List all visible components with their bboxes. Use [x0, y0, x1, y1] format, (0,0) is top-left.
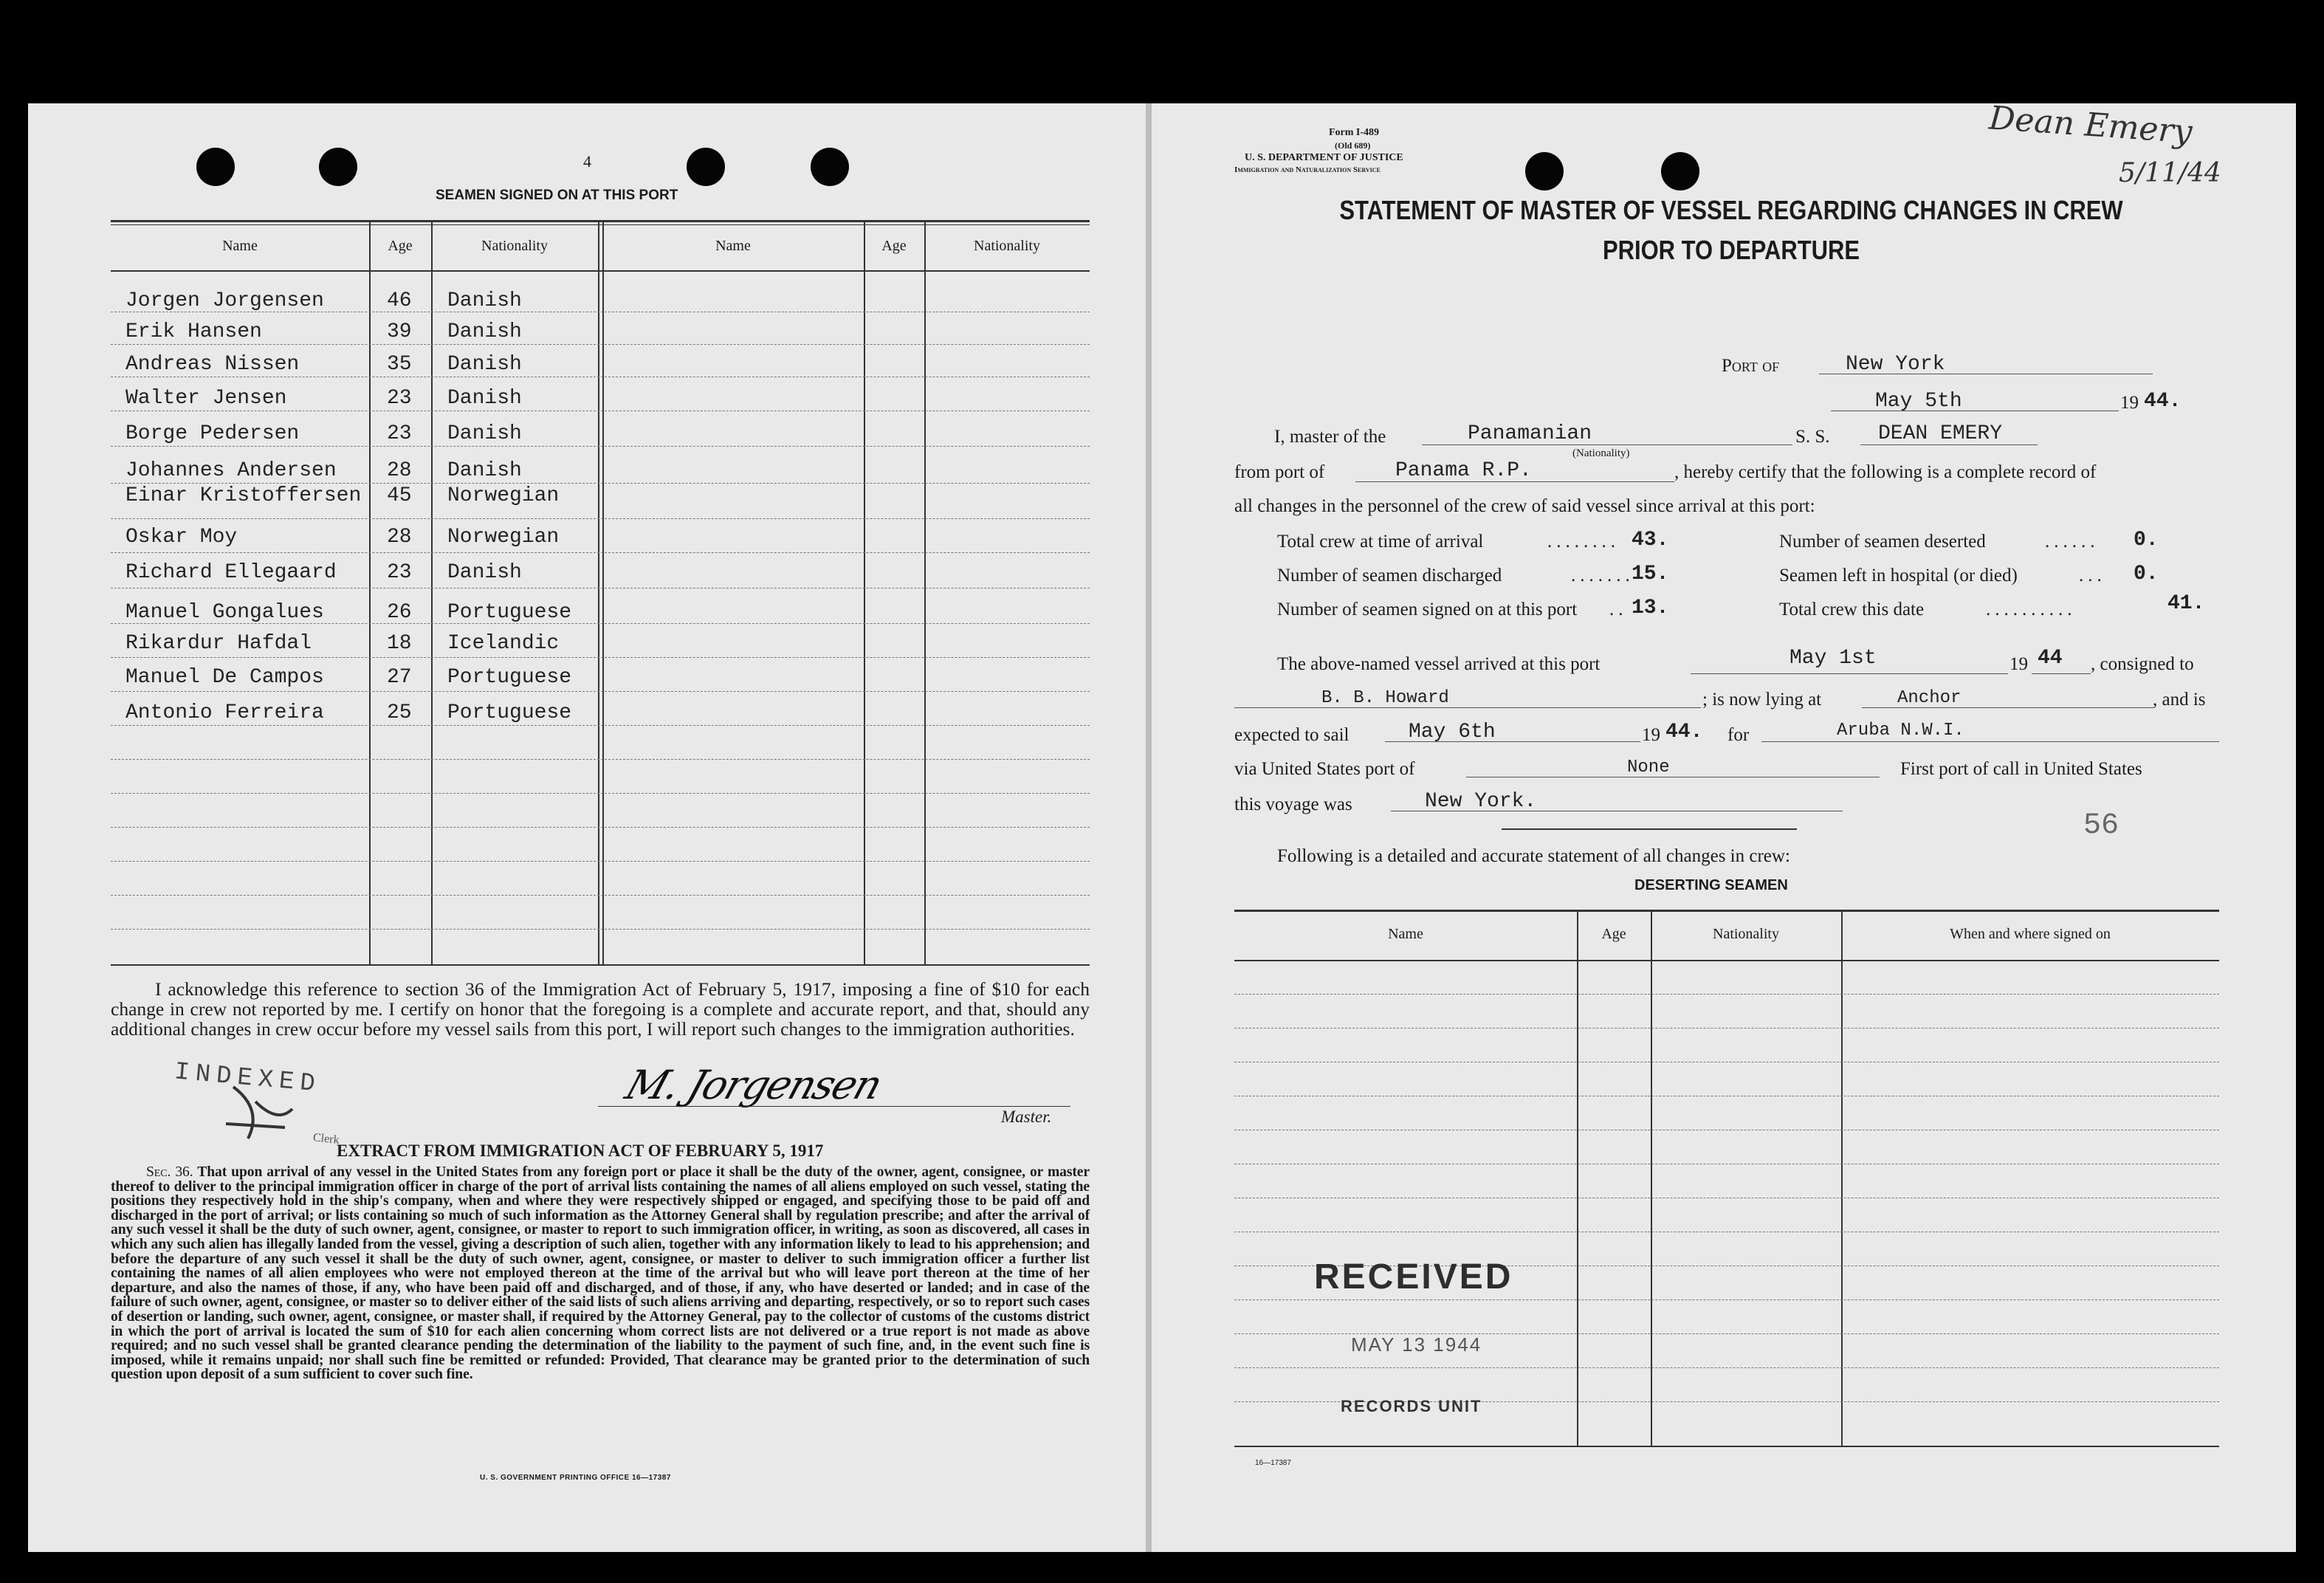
leader-dots: ....... [1571, 566, 1634, 586]
indexed-stamp: INDEXED [173, 1058, 323, 1099]
handwritten-vessel-note: Dean Emery [1987, 99, 2194, 151]
column-header-nationality: Nationality [481, 238, 548, 254]
table-top-rule [111, 220, 1090, 222]
table-header-rule [111, 270, 1090, 272]
from-port-label: from port of [1234, 462, 1325, 482]
seaman-name: Antonio Ferreira [126, 701, 324, 724]
seaman-name: Rikardur Hafdal [126, 632, 312, 655]
consigned-to-label: , consigned to [2091, 654, 2194, 674]
arrived-year-prefix: 19 [2010, 654, 2028, 674]
form-old-number: (Old 689) [1335, 140, 1371, 151]
expected-to-sail-label: expected to sail [1234, 725, 1350, 745]
deserting-table-bottom-rule [1234, 1446, 2219, 1447]
following-text: Following is a detailed and accurate statement of all changes in crew: [1277, 846, 1790, 866]
column-rule [864, 222, 865, 964]
row-rule [111, 518, 1090, 519]
destination-value: Aruba N.W.I. [1837, 721, 1964, 741]
deserting-header-signed-on: When and where signed on [1950, 926, 2111, 942]
seaman-age: 23 [387, 561, 412, 584]
row-rule [1234, 994, 2219, 995]
seaman-age: 27 [387, 666, 412, 689]
section-36-text [111, 1165, 1090, 1382]
certify-text: , hereby certify that the following is a complete record of [1674, 462, 2097, 482]
consignee-underline [1234, 707, 1701, 708]
seaman-age: 45 [387, 484, 412, 507]
seaman-nationality: Danish [447, 422, 522, 445]
sail-year-prefix: 19 [1642, 725, 1660, 745]
section-36-body: That upon arrival of any vessel in the United States from any foreign port or place it shall be the duty of the owner, agent, consignee, or master thereof to deliver to the principal immigration officer in charge of the port of arrival lists containing the names of all aliens employed on such vessel, stating the positions they respectively hold in the ship's company, when and where they were respectively shipped or engaged, and specifying those to be paid off and discharged in the port of arrival; or lists containing so much of such information as the Attorney General shall by regulation prescribe; and after the arrival of any such vessel it shall be the duty of such owner, agent, consignee, or master to report to such immigration officer, in writing, as soon as discovered, all cases in which any such alien has illegally landed from the vessel, giving a description of such alien, together with any information likely to lead to his apprehension; and before the departure of any such vessel it shall be the duty of such owner, agent, consignee, or master to deliver to such immigration officer a further list containing the names of all alien employees who were not employed thereon at the time of the arrival but who will leave port thereon at the time of her departure, and also the names of those, if any, who have been paid off and discharged, and of those, if any, who have deserted or landed; and in case of the failure of such owner, agent, consignee, or master so to deliver either of the said lists of such aliens arriving and departing, respectively, or so to report such cases of desertion or landing, such owner, agent, consignee, or master shall, if required by the Attorney General, pay to the collector of customs of the customs district in which the port of arrival is located the sum of $10 for each alien concerning whom correct lists are not delivered or a true report is not made as above required; and no such vessel shall be granted clearance pending the determination of the liability to the payment of such fine, and, in the event such fine is imposed, while it remains unpaid; nor shall such fine be remitted or refunded: Provided, That clearance may be granted prior to the determination of such question upon deposit of a sum sufficient to cover such fine. [111, 1164, 1090, 1383]
service-name: Immigration and Naturalization Service [1234, 165, 1381, 174]
seaman-nationality: Icelandic [447, 632, 560, 655]
received-date-stamp: MAY 13 1944 [1351, 1333, 1482, 1356]
page-mark-number: 56 [2083, 809, 2120, 842]
extract-title: EXTRACT FROM IMMIGRATION ACT OF FEBRUARY 5, 1917 [337, 1141, 824, 1160]
row-rule [111, 725, 1090, 726]
row-rule [1234, 1367, 2219, 1368]
port-label: Port of [1722, 356, 1780, 376]
column-rule [1577, 911, 1578, 1446]
deserting-table-top-rule [1234, 910, 2219, 912]
master-signature: M. Jorgensen [619, 1062, 887, 1108]
count-value: 41. [2167, 592, 2205, 615]
seaman-age: 23 [387, 387, 412, 410]
vessel-name: DEAN EMERY [1878, 422, 2003, 445]
table-top-rule [111, 224, 1090, 225]
seaman-age: 35 [387, 353, 412, 376]
seaman-nationality: Danish [447, 387, 522, 410]
column-rule [431, 222, 433, 964]
seaman-age: 18 [387, 632, 412, 655]
punch-hole [1661, 152, 1699, 190]
row-rule [111, 691, 1090, 692]
handwritten-date-note: 5/11/44 [2119, 158, 2221, 188]
via-port-value: None [1627, 758, 1670, 777]
lying-at-label: ; is now lying at [1702, 690, 1822, 710]
and-is-label: , and is [2153, 690, 2206, 710]
column-header-name: Name [222, 238, 258, 254]
first-port-label: First port of call in United States [1900, 759, 2142, 779]
records-unit-stamp: RECORDS UNIT [1341, 1397, 1482, 1415]
arrived-date: May 1st [1790, 647, 1877, 670]
row-rule [1234, 1028, 2219, 1029]
punch-hole [1525, 152, 1564, 190]
column-header-age: Age [388, 238, 413, 254]
deserting-header-nationality: Nationality [1713, 926, 1779, 942]
voyage-label: this voyage was [1234, 794, 1352, 814]
from-port-value: Panama R.P. [1395, 459, 1532, 482]
column-header-age-2: Age [881, 238, 907, 254]
seaman-name: Andreas Nissen [126, 353, 300, 376]
seaman-nationality: Portuguese [447, 601, 572, 624]
lying-at-underline [1862, 707, 2154, 708]
row-rule [111, 929, 1090, 930]
sail-year: 44. [1665, 721, 1703, 744]
seaman-age: 23 [387, 422, 412, 445]
count-value: 43. [1632, 529, 1669, 552]
form-title-line-1: STATEMENT OF MASTER OF VESSEL REGARDING CHANGES IN CREW [1339, 195, 2123, 225]
count-value: 13. [1632, 597, 1669, 619]
count-label: Number of seamen signed on at this port [1277, 600, 1578, 619]
form-number: Form I-489 [1329, 127, 1380, 138]
row-rule [111, 657, 1090, 658]
seaman-name: Erik Hansen [126, 320, 262, 343]
seaman-name: Borge Pedersen [126, 422, 300, 445]
deserting-seamen-title: DESERTING SEAMEN [1634, 877, 1788, 893]
sail-date: May 6th [1409, 721, 1496, 744]
column-rule [369, 222, 371, 964]
deserting-header-age: Age [1601, 926, 1626, 942]
table-bottom-rule [111, 964, 1090, 966]
vessel-nationality: Panamanian [1468, 422, 1592, 445]
section-rule [1502, 828, 1797, 830]
master-of-label: I, master of the [1274, 427, 1386, 447]
arrived-year-underline [2032, 673, 2091, 674]
seaman-nationality: Danish [447, 459, 522, 482]
seaman-nationality: Danish [447, 561, 522, 584]
ss-label: S. S. [1795, 427, 1830, 447]
column-rule [598, 222, 599, 964]
seaman-age: 25 [387, 701, 412, 724]
leader-dots: .......... [1986, 600, 2077, 619]
seaman-nationality: Danish [447, 289, 522, 312]
row-rule [111, 861, 1090, 862]
nationality-caption: (Nationality) [1572, 447, 1630, 459]
column-rule [1841, 911, 1843, 1446]
via-port-label: via United States port of [1234, 759, 1415, 779]
section-36-label: Sec. 36. [146, 1164, 193, 1180]
vessel-underline [1860, 444, 2038, 445]
count-label: Total crew this date [1779, 600, 1925, 619]
signature-line [598, 1106, 1070, 1107]
punch-hole [319, 148, 357, 186]
statement-date: May 5th [1875, 390, 1962, 413]
seaman-name: Oskar Moy [126, 526, 238, 549]
seaman-age: 28 [387, 526, 412, 549]
printer-line: U. S. GOVERNMENT PRINTING OFFICE 16—17387 [480, 1474, 671, 1482]
page-number: 4 [583, 152, 591, 171]
left-page-title: SEAMEN SIGNED ON AT THIS PORT [436, 188, 678, 203]
seaman-nationality: Danish [447, 353, 522, 376]
count-value: 0. [2134, 563, 2159, 586]
seaman-age: 26 [387, 601, 412, 624]
seaman-nationality: Norwegian [447, 526, 560, 549]
changes-text: all changes in the personnel of the crew of said vessel since arrival at this port: [1234, 496, 1815, 516]
port-value: New York [1846, 353, 1945, 376]
punch-hole [687, 148, 725, 186]
leader-dots: ...... [2045, 532, 2100, 552]
date-year-prefix: 19 [2120, 393, 2139, 413]
deserting-table-header-rule [1234, 960, 2219, 961]
seaman-age: 28 [387, 459, 412, 482]
row-rule [111, 759, 1090, 760]
acknowledgement-text: I acknowledge this reference to section 36 of the Immigration Act of February 5, 1917, imposing a fine of $10 for each change in crew not reported by me. I certify on honor that the foregoing is a complete and accurate report, and that, should any additional changes in crew occur before my vessel sails from this port, I will report such changes to the immigration authorities. [111, 978, 1090, 1040]
consignee-value: B. B. Howard [1321, 688, 1449, 708]
seaman-name: Richard Ellegaard [126, 561, 337, 584]
row-rule [1234, 1299, 2219, 1300]
count-label: Number of seamen discharged [1277, 566, 1502, 586]
for-label: for [1727, 725, 1750, 745]
count-value: 15. [1632, 563, 1669, 586]
row-rule [111, 827, 1090, 828]
sail-date-underline [1385, 741, 1640, 742]
date-year: 44. [2144, 390, 2182, 413]
column-header-nationality-2: Nationality [974, 238, 1040, 254]
column-rule [924, 222, 926, 964]
arrived-underline [1691, 673, 2008, 674]
master-label: Master. [1001, 1108, 1052, 1126]
row-rule [111, 446, 1090, 447]
row-rule [111, 895, 1090, 896]
row-rule [111, 344, 1090, 345]
footer-code: 16—17387 [1255, 1459, 1291, 1467]
arrived-text: The above-named vessel arrived at this port [1277, 654, 1601, 674]
right-page [1152, 103, 2296, 1552]
received-stamp: RECEIVED [1314, 1257, 1513, 1297]
punch-hole [196, 148, 235, 186]
leader-dots: ... [2079, 566, 2106, 586]
destination-underline [1761, 741, 2219, 742]
row-rule [111, 793, 1090, 794]
seaman-nationality: Norwegian [447, 484, 560, 507]
department-name: U. S. DEPARTMENT OF JUSTICE [1245, 152, 1403, 163]
seaman-age: 39 [387, 320, 412, 343]
column-rule [1651, 911, 1652, 1446]
seaman-name: Manuel Gongalues [126, 601, 324, 624]
clerk-label: Clerk [312, 1131, 340, 1147]
seaman-name: Einar Kristoffersen [126, 484, 362, 507]
seaman-name: Manuel De Campos [126, 666, 324, 689]
row-rule [111, 483, 1090, 484]
voyage-port-value: New York. [1425, 790, 1537, 813]
count-label: Number of seamen deserted [1779, 532, 1986, 552]
row-rule [111, 552, 1090, 553]
count-value: 0. [2134, 529, 2159, 552]
seaman-nationality: Portuguese [447, 666, 572, 689]
seaman-nationality: Danish [447, 320, 522, 343]
leader-dots: ........ [1547, 532, 1620, 552]
seaman-nationality: Portuguese [447, 701, 572, 724]
seaman-name: Jorgen Jorgensen [126, 289, 324, 312]
count-label: Seamen left in hospital (or died) [1779, 566, 2018, 586]
lying-at-value: Anchor [1897, 688, 1962, 708]
nationality-underline [1422, 444, 1792, 445]
seaman-name: Walter Jensen [126, 387, 287, 410]
column-rule [602, 222, 604, 964]
column-header-name-2: Name [715, 238, 751, 254]
seaman-name: Johannes Andersen [126, 459, 337, 482]
arrived-year: 44 [2038, 647, 2063, 670]
from-port-underline [1355, 481, 1674, 482]
form-title-line-2: PRIOR TO DEPARTURE [1602, 235, 1860, 265]
deserting-header-name: Name [1388, 926, 1423, 942]
punch-hole [811, 148, 849, 186]
seaman-age: 46 [387, 289, 412, 312]
clerk-initials-mark [219, 1079, 300, 1146]
count-label: Total crew at time of arrival [1277, 532, 1484, 552]
leader-dots: .. [1609, 600, 1628, 619]
